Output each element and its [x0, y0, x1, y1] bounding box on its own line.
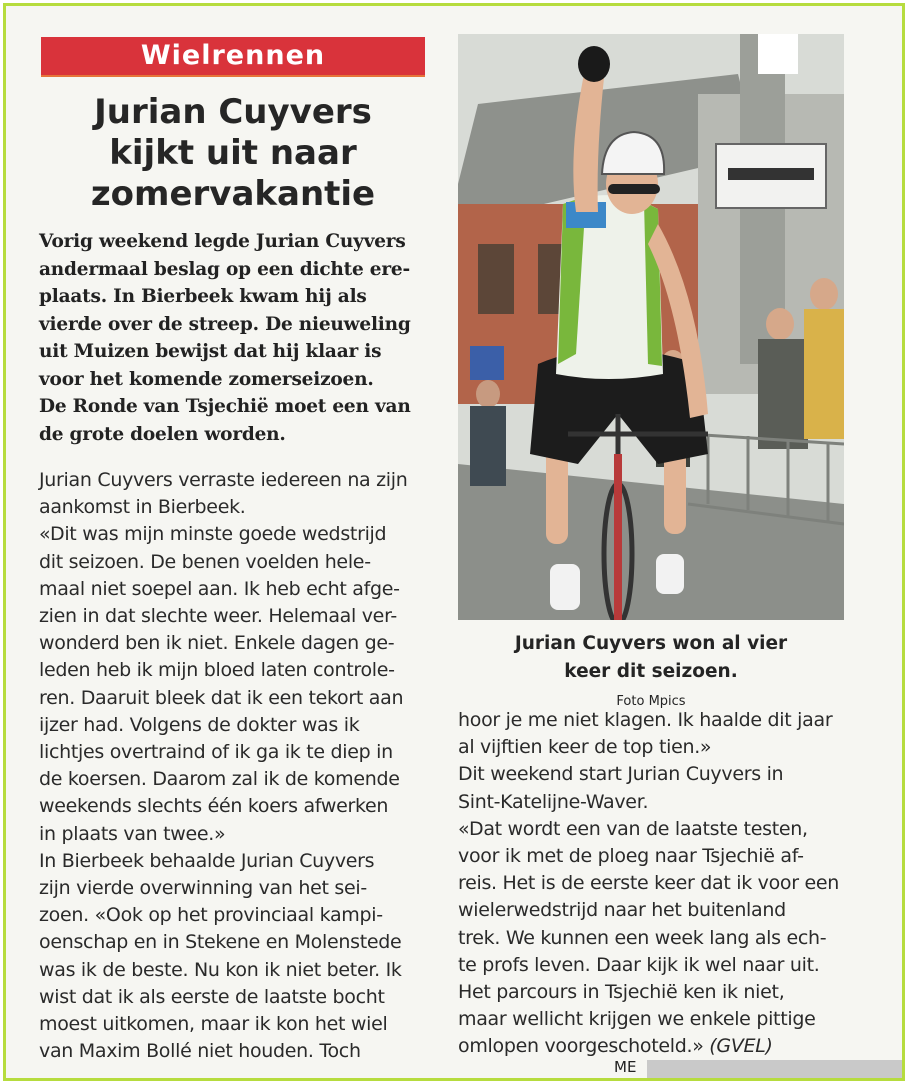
body-line: wielerwedstrijd naar het buitenland: [458, 899, 786, 922]
body-line: al vijftien keer de top tien.»: [458, 736, 712, 759]
footer-edition-tag: ME: [614, 1058, 637, 1076]
body-line: ijzer had. Volgens de dokter was ik: [39, 713, 360, 736]
body-line: zoen. «Ook op het provinciaal kampi-: [39, 904, 383, 927]
photo-caption: [458, 630, 844, 716]
lead-line: vierde over de streep. De nieuweling: [39, 313, 411, 335]
lead-line: voor het komende zomerseizoen.: [39, 368, 374, 390]
footer-bar: [647, 1060, 902, 1080]
headline-line: kijkt uit naar: [109, 133, 357, 173]
body-line: de koersen. Daarom zal ik de komende: [39, 768, 400, 791]
body-line: reis. Het is de eerste keer dat ik voor een: [458, 872, 840, 895]
body-line: Jurian Cuyvers verraste iedereen na zijn: [39, 469, 408, 491]
photo-credit: Foto Mpics: [616, 694, 686, 709]
body-line: te profs leven. Daar kijk ik wel naar uit.: [458, 953, 820, 976]
body-line: hoor je me niet klagen. Ik haalde dit jaar: [458, 709, 833, 731]
body-line: wonderd ben ik niet. Enkele dagen ge-: [39, 632, 395, 655]
body-last-line-text: omlopen voorgeschoteld.»: [458, 1035, 704, 1058]
body-line: zien in dat slechte weer. Helemaal ver-: [39, 605, 397, 628]
body-line: trek. We kunnen een week lang als ech-: [458, 926, 827, 949]
body-line: In Bierbeek behaalde Jurian Cuyvers: [39, 849, 375, 872]
body-line: «Dat wordt een van de laatste testen,: [458, 817, 808, 840]
lead-line: Vorig weekend legde Jurian Cuyvers: [39, 231, 406, 252]
body-line: wist dat ik als eerste de laatste bocht: [39, 985, 385, 1008]
body-line: oenschap en in Stekene en Molenstede: [39, 931, 402, 954]
body-line: Het parcours in Tsjechië ken ik niet,: [458, 981, 785, 1004]
body-column-left: [39, 467, 434, 1065]
body-line: aankomst in Bierbeek.: [39, 496, 246, 519]
author-credit: (GVEL): [709, 1035, 773, 1058]
body-line: maal niet soepel aan. Ik heb echt afge-: [39, 577, 400, 600]
headline-line: zomervakantie: [90, 174, 376, 214]
body-line: in plaats van twee.»: [39, 822, 226, 845]
body-line: dit seizoen. De benen voelden hele-: [39, 550, 371, 573]
lead-line: de grote doelen worden.: [39, 423, 286, 445]
cyclist-photo: [458, 34, 844, 620]
body-line: moest uitkomen, maar ik kon het wiel: [39, 1013, 388, 1036]
caption-line: Jurian Cuyvers won al vier: [514, 633, 788, 654]
headline: [41, 92, 425, 215]
body-line: lichtjes overtraind of ik ga ik te diep in: [39, 741, 393, 764]
lead-paragraph: [39, 228, 431, 448]
body-line: was ik de beste. Nu kon ik niet beter. Ik: [39, 958, 402, 981]
body-line: zijn vierde overwinning van het sei-: [39, 877, 367, 900]
body-line: Dit weekend start Jurian Cuyvers in: [458, 763, 784, 786]
lead-line: plaats. In Bierbeek kwam hij als: [39, 286, 367, 307]
cyclist-photo-illustration: [458, 34, 844, 620]
body-line: voor ik met de ploeg naar Tsjechië af-: [458, 845, 804, 868]
body-line: ren. Daaruit bleek dat ik een tekort aan: [39, 686, 404, 709]
body-line: van Maxim Bollé niet houden. Toch: [39, 1040, 361, 1063]
clipping-frame: [3, 3, 905, 1081]
lead-line: uit Muizen bewijst dat hij klaar is: [39, 341, 382, 362]
body-line: «Dit was mijn minste goede wedstrijd: [39, 523, 387, 546]
lead-line: De Ronde van Tsjechië moet een van: [39, 396, 411, 417]
section-banner: Wielrennen: [41, 37, 425, 77]
body-last-line: [458, 1033, 850, 1060]
lead-line: andermaal beslag op een dichte ere-: [39, 258, 410, 280]
headline-line: Jurian Cuyvers: [94, 92, 372, 132]
body-column-right: [458, 707, 850, 1061]
body-line: maar wellicht krijgen we enkele pittige: [458, 1008, 816, 1031]
body-line: leden heb ik mijn bloed laten controle-: [39, 659, 395, 682]
body-line: Sint-Katelijne-Waver.: [458, 790, 649, 813]
caption-line-text: keer dit seizoen.: [564, 661, 738, 682]
body-line: weekends slechts één koers afwerken: [39, 795, 389, 818]
